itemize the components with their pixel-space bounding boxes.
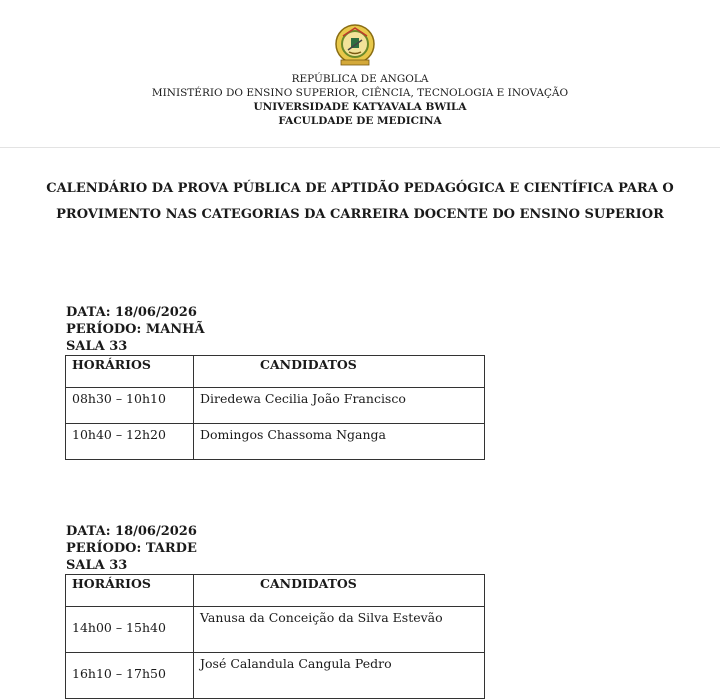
time-cell: 14h00 – 15h40 (66, 607, 194, 653)
angola-coat-of-arms-emblem (333, 22, 377, 68)
session-1-period: PERÍODO: MANHÃ (66, 322, 205, 337)
document-title-line-2: PROVIMENTO NAS CATEGORIAS DA CARREIRA DOCENTE DO ENSINO SUPERIOR (56, 207, 664, 222)
table-row (66, 653, 485, 699)
document-header (0, 0, 720, 148)
candidate-cell: Vanusa da Conceição da Silva Estevão (194, 607, 485, 653)
time-cell: 08h30 – 10h10 (66, 388, 194, 424)
session-2-schedule-table (65, 574, 485, 699)
session-1-room: SALA 33 (66, 339, 128, 354)
times-column-header: HORÁRIOS (66, 575, 194, 607)
university-name: UNIVERSIDADE KATYAVALA BWILA (253, 101, 467, 113)
session-2-period: PERÍODO: TARDE (66, 541, 197, 556)
session-2-date: DATA: 18/06/2026 (66, 524, 197, 539)
table-header-row (66, 575, 485, 607)
table-row (66, 607, 485, 653)
candidate-cell: Diredewa Cecilia João Francisco (194, 388, 485, 424)
candidate-cell: José Calandula Cangula Pedro (194, 653, 485, 699)
table-row (66, 424, 485, 460)
candidates-column-header: CANDIDATOS (194, 356, 485, 388)
ministry-name: MINISTÉRIO DO ENSINO SUPERIOR, CIÊNCIA, TECNOLOGIA E INOVAÇÃO (151, 87, 569, 99)
session-2-room: SALA 33 (66, 558, 128, 573)
session-1-date: DATA: 18/06/2026 (66, 305, 197, 320)
country-name: REPÚBLICA DE ANGOLA (291, 73, 429, 85)
session-1-schedule-table (65, 355, 485, 460)
candidates-column-header: CANDIDATOS (194, 575, 485, 607)
table-row (66, 388, 485, 424)
faculty-name: FACULDADE DE MEDICINA (278, 115, 442, 127)
times-column-header: HORÁRIOS (66, 356, 194, 388)
time-cell: 16h10 – 17h50 (66, 653, 194, 699)
table-header-row (66, 356, 485, 388)
candidate-cell: Domingos Chassoma Nganga (194, 424, 485, 460)
time-cell: 10h40 – 12h20 (66, 424, 194, 460)
document-title-line-1: CALENDÁRIO DA PROVA PÚBLICA DE APTIDÃO PEDAGÓGICA E CIENTÍFICA PARA O (46, 181, 674, 196)
